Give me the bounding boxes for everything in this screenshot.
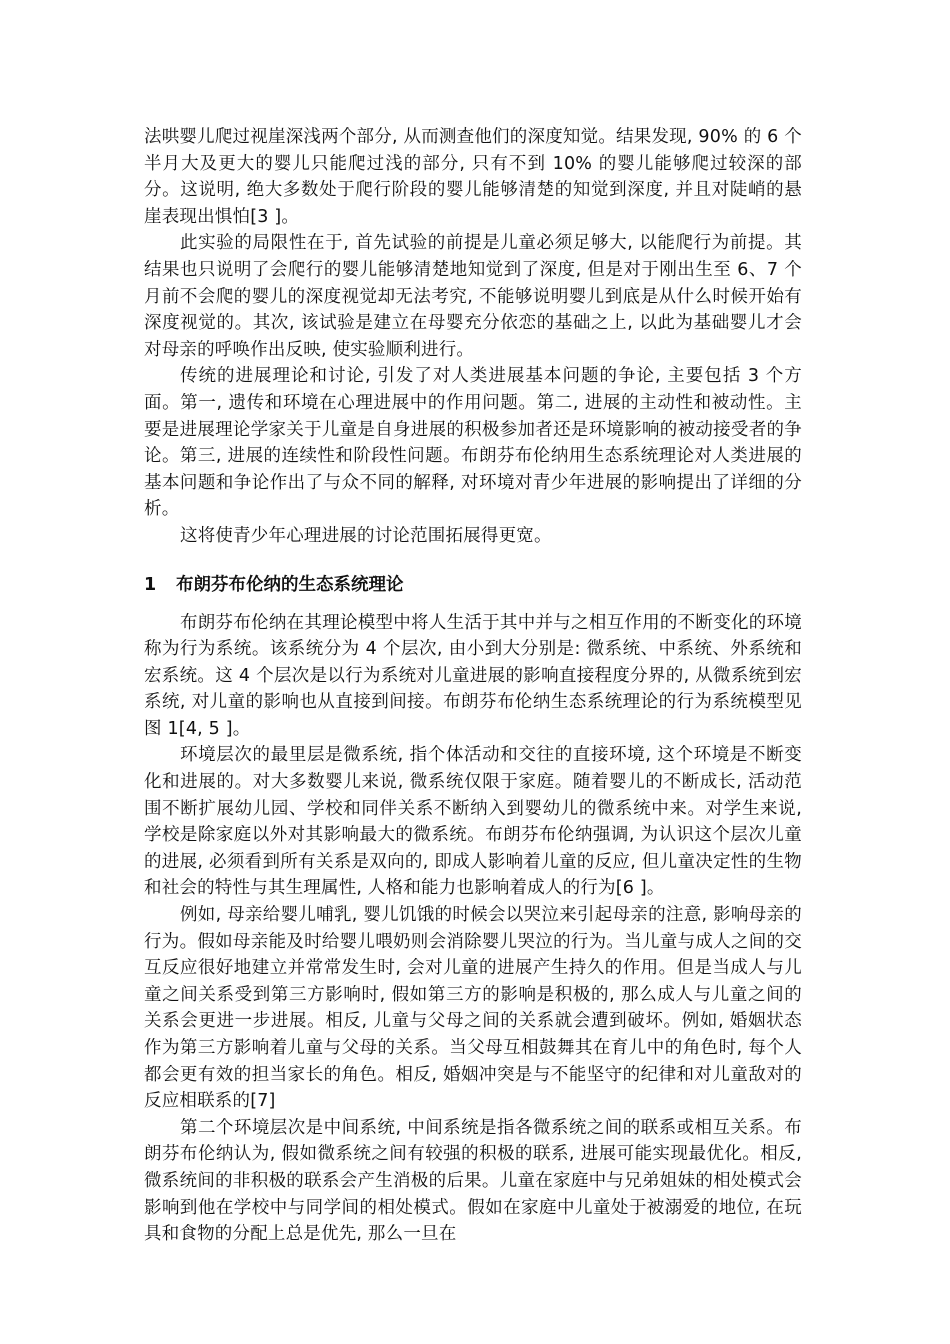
paragraph-microsystem: 环境层次的最里层是微系统, 指个体活动和交往的直接环境, 这个环境是不断变化和进展的。对大多数婴儿来说, 微系统仅限于家庭。随着婴儿的不断成长, 活动范围不断扩展幼儿园、学校和同伴关系不断纳入到婴幼儿的微系统中来。对学生来说, 学校是除家庭以外对其影响最大的微系统。布朗芬布伦纳强调, 为认识这个层次儿童的进展, 必须看到所有关系是双向的, 即成人影响着儿童的反应, 但儿童决定性的生物和社会的特性与其生理属性, 人格和能力也影响着成人的行为[6 ]。 — [144, 745, 802, 899]
paragraph-continuation: 法哄婴儿爬过视崖深浅两个部分, 从而测查他们的深度知觉。结果发现, 90% 的 6 个半月大及更大的婴儿只能爬过浅的部分, 只有不到 10% 的婴儿能够爬过较深的部分。这说明, 绝大多数处于爬行阶段的婴儿能够清楚的知觉到深度, 并且对陡峭的悬崖表现出惧怕[3 ]。 — [144, 127, 802, 227]
paragraph-example: 例如, 母亲给婴儿哺乳, 婴儿饥饿的时候会以哭泣来引起母亲的注意, 影响母亲的行为。假如母亲能及时给婴儿喂奶则会消除婴儿哭泣的行为。当儿童与成人之间的交互反应很好地建立并常常发生时, 会对儿童的进展产生持久的作用。但是当成人与儿童之间关系受到第三方影响时, 假如第三方的影响是积极的, 那么成人与儿童之间的关系会更进一步进展。相反, 儿童与父母之间的关系就会遭到破坏。例如, 婚姻状态作为第三方影响着儿童与父母的关系。当父母互相鼓舞其在育儿中的角色时, 每个人都会更有效的担当家长的角色。相反, 婚姻冲突是与不能坚守的纪律和对儿童敌对的反应相联系的[7] — [144, 905, 802, 1112]
section-number: 1 — [144, 574, 157, 595]
paragraph-behavior-system: 布朗芬布伦纳在其理论模型中将人生活于其中并与之相互作用的不断变化的环境称为行为系统。该系统分为 4 个层次, 由小到大分别是: 微系统、中系统、外系统和宏系统。这 4 个层次是以行为系统对儿童进展的影响直接程度分界的, 从微系统到宏系统, 对儿童的影响也从直接到间接。布朗芬布伦纳生态系统理论的行为系统模型见图 1[4, 5 ]。 — [144, 612, 802, 739]
paragraph-traditional-theory: 传统的进展理论和讨论, 引发了对人类进展基本问题的争论, 主要包括 3 个方面。第一, 遗传和环境在心理进展中的作用问题。第二, 进展的主动性和被动性。主要是进展理论学家关于儿童是自身进展的积极参加者还是环境影响的被动接受者的争论。第三, 进展的连续性和阶段性问题。布朗芬布伦纳用生态系统理论对人类进展的基本问题和争论作出了与众不同的解释, 对环境对青少年进展的影响提出了详细的分析。 — [144, 366, 802, 520]
section-title: 布朗芬布伦纳的生态系统理论 — [176, 574, 404, 595]
section-heading — [144, 572, 802, 598]
paragraph-mesosystem: 第二个环境层次是中间系统, 中间系统是指各微系统之间的联系或相互关系。布朗芬布伦纳认为, 假如微系统之间有较强的积极的联系, 进展可能实现最优化。相反, 微系统间的非积极的联系会产生消极的后果。儿童在家庭中与兄弟姐妹的相处模式会影响到他在学校中与同学间的相处模式。假如在家庭中儿童处于被溺爱的地位, 在玩具和食物的分配上总是优先, 那么一旦在 — [144, 1117, 802, 1245]
paragraph-scope: 这将使青少年心理进展的讨论范围拓展得更宽。 — [180, 525, 552, 546]
document-page — [144, 124, 802, 1248]
paragraph-experiment-limitations: 此实验的局限性在于, 首先试验的前提是儿童必须足够大, 以能爬行为前提。其结果也只说明了会爬行的婴儿能够清楚地知觉到了深度, 但是对于刚出生至 6、7 个月前不会爬的婴儿的深度视觉却无法考究, 不能够说明婴儿到底是从什么时候开始有深度视觉的。其次, 该试验是建立在母婴充分依恋的基础之上, 以此为基础婴儿才会对母亲的呼唤作出反映, 使实验顺利进行。 — [144, 233, 802, 360]
